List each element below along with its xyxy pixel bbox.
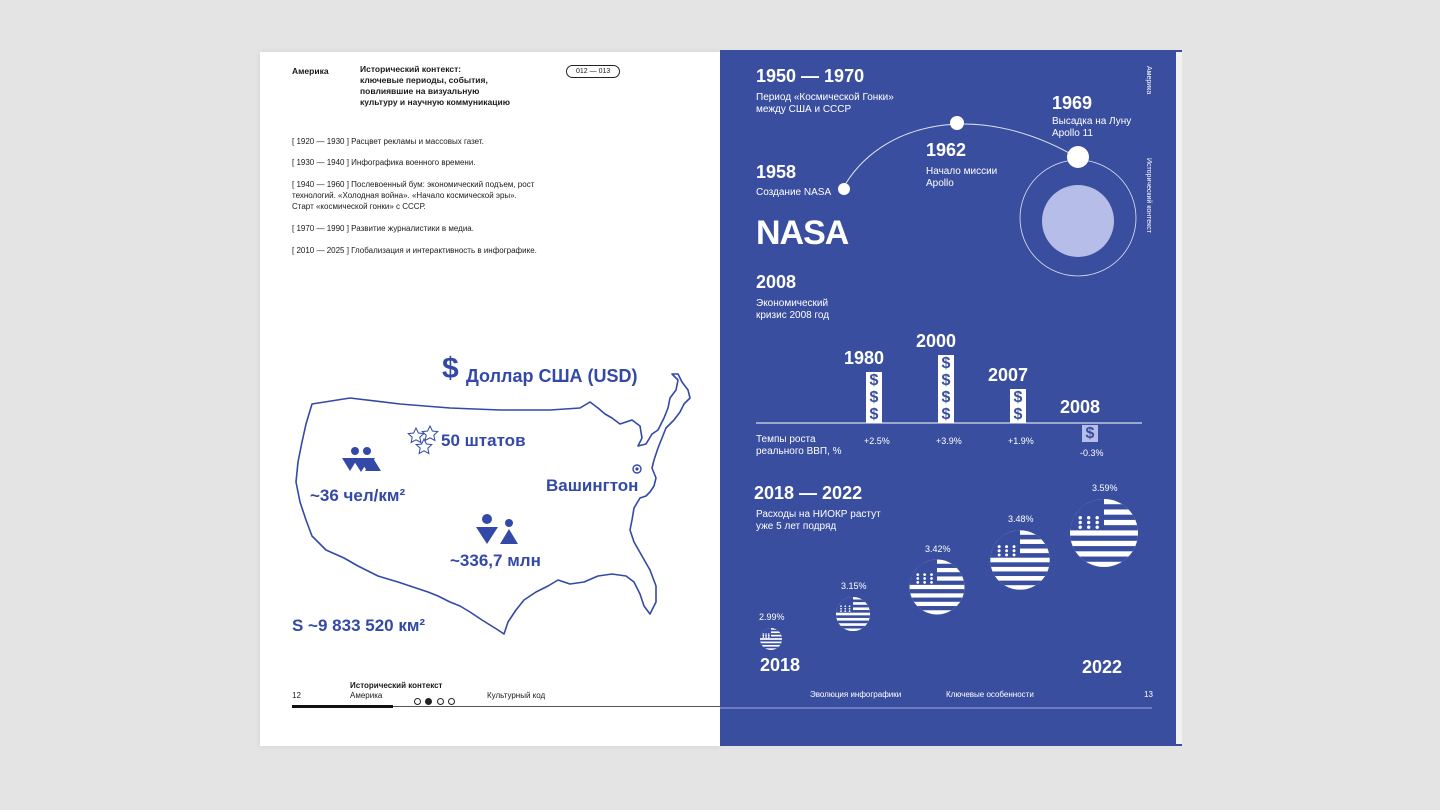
event-1969-desc: Apollo 11 (1052, 128, 1093, 139)
rnd-flag-circle (910, 560, 965, 615)
rnd-flag-circle (990, 530, 1050, 590)
gdp-bar-year: 2008 (1060, 397, 1101, 417)
timeline-line: [ 1940 — 1960 ] Послевоенный бум: экономический подъем, рост (292, 180, 535, 189)
pagination-dots[interactable] (414, 692, 455, 710)
event-1958-desc: Создание NASA (756, 187, 832, 198)
gdp-bar-value-label: +2.5% (864, 436, 890, 446)
states-label: 50 штатов (441, 431, 526, 450)
footer-link-features[interactable]: Ключевые особенности (946, 690, 1034, 699)
gdp-axis-label: реального ВВП, % (756, 446, 842, 457)
rnd-value-label: 3.59% (1092, 483, 1118, 493)
space-period: 1950 — 1970 (756, 66, 865, 86)
gdp-bar-2007: $ $ (1010, 389, 1026, 423)
gdp-bar-2000: $ $ $ $ (938, 355, 954, 423)
gdp-bar-year: 1980 (844, 348, 885, 368)
timeline-line: Старт «космической гонки» с СССР. (292, 202, 426, 211)
gdp-bar-year: 2007 (988, 365, 1029, 385)
heading-line: ключевые периоды, события, (360, 75, 488, 85)
moon-circle (1042, 185, 1114, 257)
event-1969-desc: Высадка на Луну (1052, 116, 1132, 127)
gdp-bar-value-label: -0.3% (1080, 448, 1104, 458)
section-title: Америка (292, 66, 329, 76)
event-dot-1969 (1067, 146, 1089, 168)
footer-progress (292, 705, 393, 708)
heading-line: повлиявшие на визуальную (360, 86, 480, 96)
footer-title: Исторический контекст (350, 681, 443, 690)
footer-subtitle: Америка (350, 691, 383, 700)
nasa-logo: NASA (756, 214, 849, 252)
gdp-bar-year: 2000 (916, 331, 957, 351)
gdp-axis-label: Темпы роста (756, 434, 816, 445)
gdp-desc-line: кризис 2008 год (756, 310, 830, 321)
heading-line: Исторический контекст: (360, 64, 462, 74)
vertical-section-label: Америка (1145, 66, 1152, 95)
gdp-bar-value-label: +1.9% (1008, 436, 1034, 446)
capital-marker-dot (635, 467, 638, 470)
event-1958-year: 1958 (756, 162, 797, 182)
footer-next-link[interactable]: Культурный код (487, 691, 546, 700)
page-number: 13 (1144, 690, 1153, 699)
rnd-start-year: 2018 (760, 655, 801, 675)
gdp-bar-1980: $ $ $ (866, 372, 882, 423)
rnd-desc-line: уже 5 лет подряд (756, 521, 837, 532)
rnd-value-label: 2.99% (759, 612, 785, 622)
gdp-bar-2008: $ (1082, 425, 1098, 442)
rnd-value-label: 3.48% (1008, 514, 1034, 525)
gdp-desc-line: Экономический (756, 298, 829, 309)
star-icon (422, 426, 438, 441)
page-range-badge: 012 — 013 (566, 65, 620, 78)
rnd-desc-line: Расходы на НИОКР растут (756, 509, 881, 520)
event-dot-1958 (838, 183, 850, 195)
right-page (720, 50, 1182, 746)
capital-label: Вашингтон (546, 476, 639, 495)
heading-line: культуру и научную коммуникацию (360, 97, 510, 107)
area-label: S ~9 833 520 км² (292, 616, 426, 635)
star-icon (408, 428, 424, 443)
density-label: ~36 чел/км² (310, 486, 406, 505)
space-desc-line: между США и СССР (756, 104, 852, 115)
event-1962-desc: Начало миссии (926, 166, 998, 177)
rnd-flag-circle (760, 628, 782, 650)
people-density-icon (342, 447, 381, 472)
population-label: ~336,7 млн (450, 551, 541, 570)
page-number: 12 (292, 691, 301, 700)
event-1962-desc: Apollo (926, 178, 954, 189)
vertical-chapter-label: Исторический контекст (1145, 158, 1152, 233)
people-population-icon (476, 514, 518, 544)
rnd-end-year: 2022 (1082, 657, 1123, 677)
currency-label: Доллар США (USD) (466, 366, 638, 386)
timeline-line: технологий. «Холодная война». «Начало космической эры». (292, 191, 517, 200)
event-1969-year: 1969 (1052, 93, 1093, 113)
gdp-bar-value-label: +3.9% (936, 436, 962, 446)
usa-map-illustration (260, 52, 720, 746)
rnd-value-label: 3.42% (925, 543, 951, 554)
timeline-item: [ 1920 — 1930 ] Расцвет рекламы и массовых газет. (292, 137, 484, 146)
timeline-item: [ 2010 — 2025 ] Глобализация и интерактивность в инфографике. (292, 246, 537, 255)
rnd-period: 2018 — 2022 (754, 483, 863, 503)
gdp-year: 2008 (756, 272, 797, 292)
page-edge (1176, 52, 1182, 744)
rnd-flag-circle (836, 597, 870, 631)
rnd-value-label: 3.15% (841, 580, 867, 591)
space-desc-line: Период «Космической Гонки» (756, 92, 894, 103)
footer-link-evolution[interactable]: Эволюция инфографики (810, 690, 902, 699)
left-page (260, 52, 720, 746)
timeline-item: [ 1970 — 1990 ] Развитие журналистики в медиа. (292, 224, 474, 233)
event-dot-1962 (950, 116, 964, 130)
rnd-flag-circle (1070, 499, 1138, 567)
event-1962-year: 1962 (926, 140, 967, 160)
dollar-icon: $ (442, 352, 459, 385)
timeline-item: [ 1930 — 1940 ] Инфографика военного времени. (292, 158, 476, 167)
